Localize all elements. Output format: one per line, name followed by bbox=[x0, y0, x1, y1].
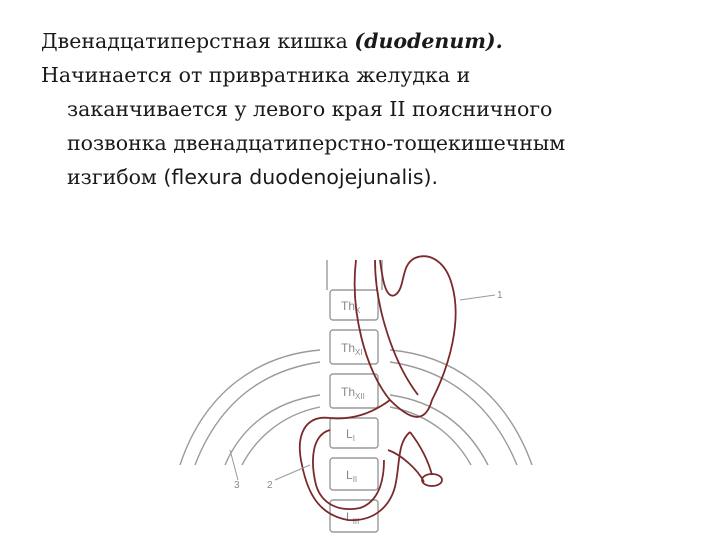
rib-right-1-inner bbox=[390, 362, 517, 465]
duodenum-illustration bbox=[170, 250, 550, 540]
callout-3: 3 bbox=[234, 480, 240, 491]
description-line-1: Начинается от привратника желудка и bbox=[41, 63, 471, 87]
rib-left-1-inner bbox=[195, 362, 320, 465]
description-line-2: заканчивается у левого края II поясничного bbox=[67, 97, 553, 121]
anatomy-drawing bbox=[170, 250, 550, 540]
callout-line-1 bbox=[460, 295, 495, 300]
callout-line-3 bbox=[230, 450, 238, 480]
title-latin: (duodenum). bbox=[354, 29, 503, 53]
label-l3: $L_{III}$ bbox=[346, 510, 360, 526]
callout-2: 2 bbox=[267, 480, 273, 491]
rib-right-2-inner bbox=[390, 407, 471, 465]
label-th11: $Th_{XI}$ bbox=[341, 341, 363, 357]
title-main: Двенадцатиперстная кишка bbox=[41, 29, 355, 53]
slide-text bbox=[41, 24, 691, 194]
rib-left-2-inner bbox=[242, 407, 320, 465]
callout-1: 1 bbox=[497, 290, 503, 301]
rib-right-2 bbox=[390, 395, 488, 465]
label-th10: $Th_X$ bbox=[341, 299, 361, 315]
jejunum-opening bbox=[422, 474, 442, 486]
vertebra-l2 bbox=[330, 458, 378, 490]
description-paragraph bbox=[41, 58, 691, 194]
label-th12: $Th_{XII}$ bbox=[341, 385, 365, 401]
description-line-4-latin: (flexura duodenojejunalis). bbox=[163, 165, 439, 189]
rib-right-1 bbox=[390, 350, 532, 465]
slide-title bbox=[41, 24, 691, 58]
label-l1: $L_I$ bbox=[346, 427, 355, 443]
description-line-4-ru: изгибом bbox=[67, 165, 164, 189]
label-l2: $L_{II}$ bbox=[346, 468, 358, 484]
vertebra-l1 bbox=[330, 418, 378, 448]
jejunum-wall bbox=[388, 450, 424, 482]
rib-left-2 bbox=[225, 395, 320, 465]
description-line-3: позвонка двенадцатиперстно-тощекишечным bbox=[67, 131, 566, 155]
